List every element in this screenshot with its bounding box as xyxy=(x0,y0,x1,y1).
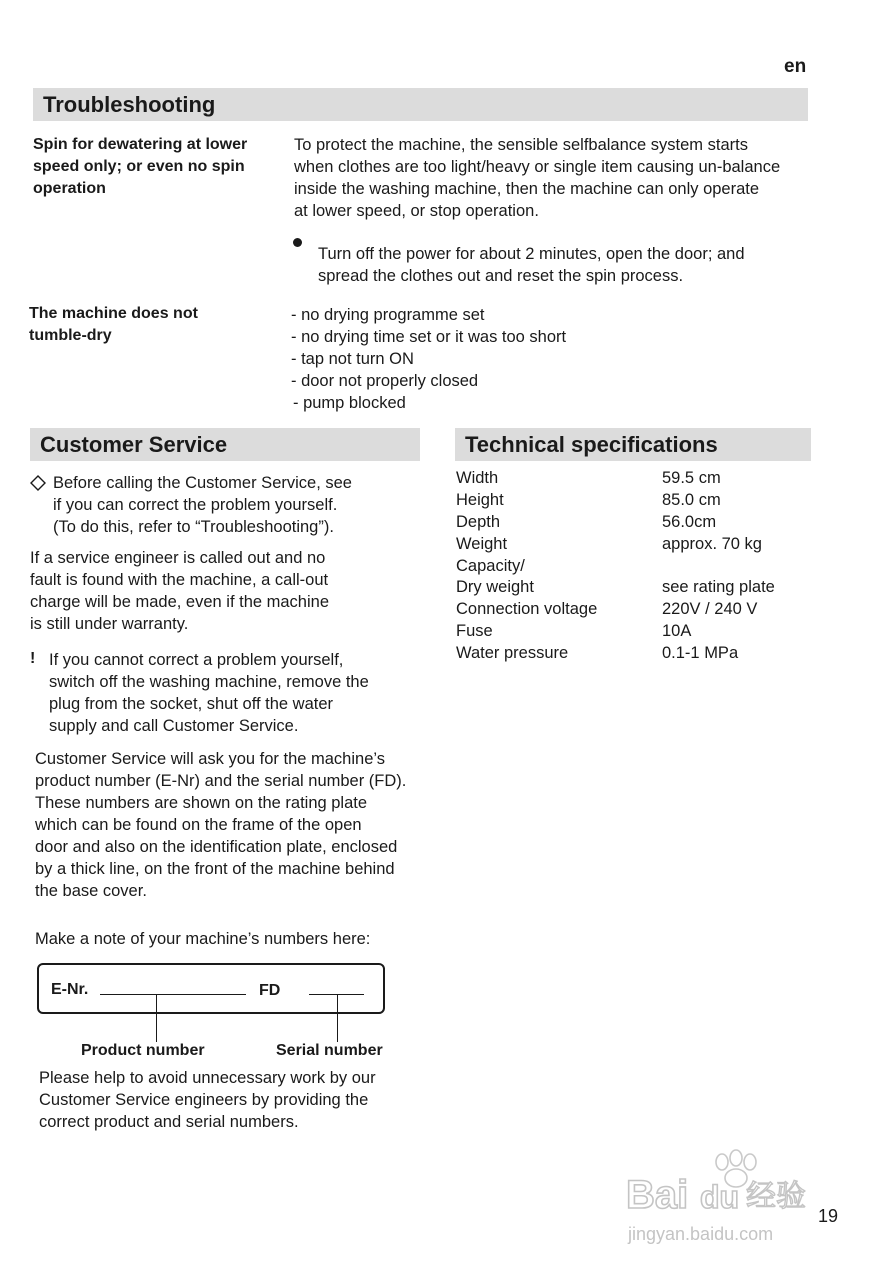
spec-row xyxy=(456,534,775,556)
spec-label: Water pressure xyxy=(456,644,569,663)
call-out-charge-text: If a service engineer is called out and no fault is found with the machine, a call-out charge will be made, even if the machine is still under warranty. xyxy=(30,549,329,633)
spec-row xyxy=(456,512,775,534)
closing-text: Please help to avoid unnecessary work by our Customer Service engineers by providing the correct product and serial numbers. xyxy=(39,1069,376,1131)
enr-entry-line xyxy=(100,994,246,995)
spec-value: approx. 70 kg xyxy=(662,534,762,553)
spec-row xyxy=(456,621,775,643)
spec-row xyxy=(456,468,775,490)
issue-label-spin: Spin for dewatering at lower speed only; or even no spin operation xyxy=(33,136,248,197)
warning-icon: ! xyxy=(30,650,36,667)
cause-item: - door not properly closed xyxy=(291,372,479,390)
customer-service-heading: Customer Service xyxy=(30,428,420,461)
fd-label: FD xyxy=(259,982,281,999)
spec-label: Weight xyxy=(456,534,508,553)
machine-numbers-info: Customer Service will ask you for the machine’s product number (E-Nr) and the serial number (FD). These numbers are shown on the rating plate which can be found on the frame of the open door and also on the identification plate, enclosed by a thick line, on the front of the machine behind the base cover. xyxy=(35,750,407,900)
page-number: 19 xyxy=(818,1206,839,1226)
svg-text:du: du xyxy=(700,1179,740,1215)
spec-label: Capacity/ xyxy=(456,556,525,575)
product-number-pointer xyxy=(156,994,157,1042)
serial-number-pointer xyxy=(337,994,338,1042)
svg-text:Bai: Bai xyxy=(626,1173,689,1217)
spec-label: Depth xyxy=(456,512,501,531)
baidu-watermark-logo xyxy=(626,1148,839,1248)
svg-text:经验: 经验 xyxy=(746,1179,806,1214)
spec-table xyxy=(456,468,775,665)
note-prompt: Make a note of your machine’s numbers here: xyxy=(35,930,371,948)
spec-value: 10A xyxy=(662,622,692,641)
spec-value: see rating plate xyxy=(662,578,775,597)
issue-causes-tumble-dry xyxy=(291,304,566,414)
issue-label-tumble-dry: The machine does not tumble-dry xyxy=(29,305,198,344)
spec-row xyxy=(456,577,775,599)
serial-number-caption: Serial number xyxy=(276,1042,383,1059)
enr-label: E-Nr. xyxy=(51,981,89,998)
diamond-icon xyxy=(30,475,46,491)
spec-value: 59.5 cm xyxy=(662,469,721,487)
issue-description-spin: To protect the machine, the sensible selfbalance system starts when clothes are too light/heavy or single item causing un-balance inside the washing machine, then the machine can only operate at lower speed, or stop operation. xyxy=(294,136,781,220)
spec-value: 220V / 240 V xyxy=(662,600,758,619)
cause-item: - pump blocked xyxy=(293,394,406,412)
spec-value: 85.0 cm xyxy=(662,490,721,509)
svg-text:jingyan.baidu.com: jingyan.baidu.com xyxy=(628,1224,774,1244)
warning-text: If you cannot correct a problem yourself, switch off the washing machine, remove the plug from the socket, shut off the water supply and call Customer Service. xyxy=(49,651,369,735)
product-number-caption: Product number xyxy=(81,1042,205,1059)
number-note-box xyxy=(37,963,385,1014)
cause-item: - no drying programme set xyxy=(291,306,485,324)
spec-label: Fuse xyxy=(456,622,493,641)
bullet-icon xyxy=(293,238,302,247)
language-code: en xyxy=(784,56,807,77)
spec-label: Height xyxy=(456,490,504,509)
spec-row xyxy=(456,643,775,665)
remedy-bullet-spin: Turn off the power for about 2 minutes, open the door; and spread the clothes out and reset the spin process. xyxy=(318,245,745,285)
spec-row xyxy=(456,599,775,621)
troubleshooting-heading: Troubleshooting xyxy=(33,88,808,121)
spec-value: 0.1-1 MPa xyxy=(662,644,739,663)
spec-label: Connection voltage xyxy=(456,600,598,619)
spec-value: 56.0cm xyxy=(662,512,717,531)
spec-label: Dry weight xyxy=(456,578,534,597)
cause-item: - no drying time set or it was too short xyxy=(291,328,567,346)
customer-service-tip: Before calling the Customer Service, see if you can correct the problem yourself. (To do this, refer to “Troubleshooting”). xyxy=(53,474,352,536)
cause-item: - tap not turn ON xyxy=(291,350,414,368)
spec-row xyxy=(456,556,775,578)
technical-specifications-heading: Technical specifications xyxy=(455,428,811,461)
spec-row xyxy=(456,490,775,512)
spec-label: Width xyxy=(456,469,499,487)
